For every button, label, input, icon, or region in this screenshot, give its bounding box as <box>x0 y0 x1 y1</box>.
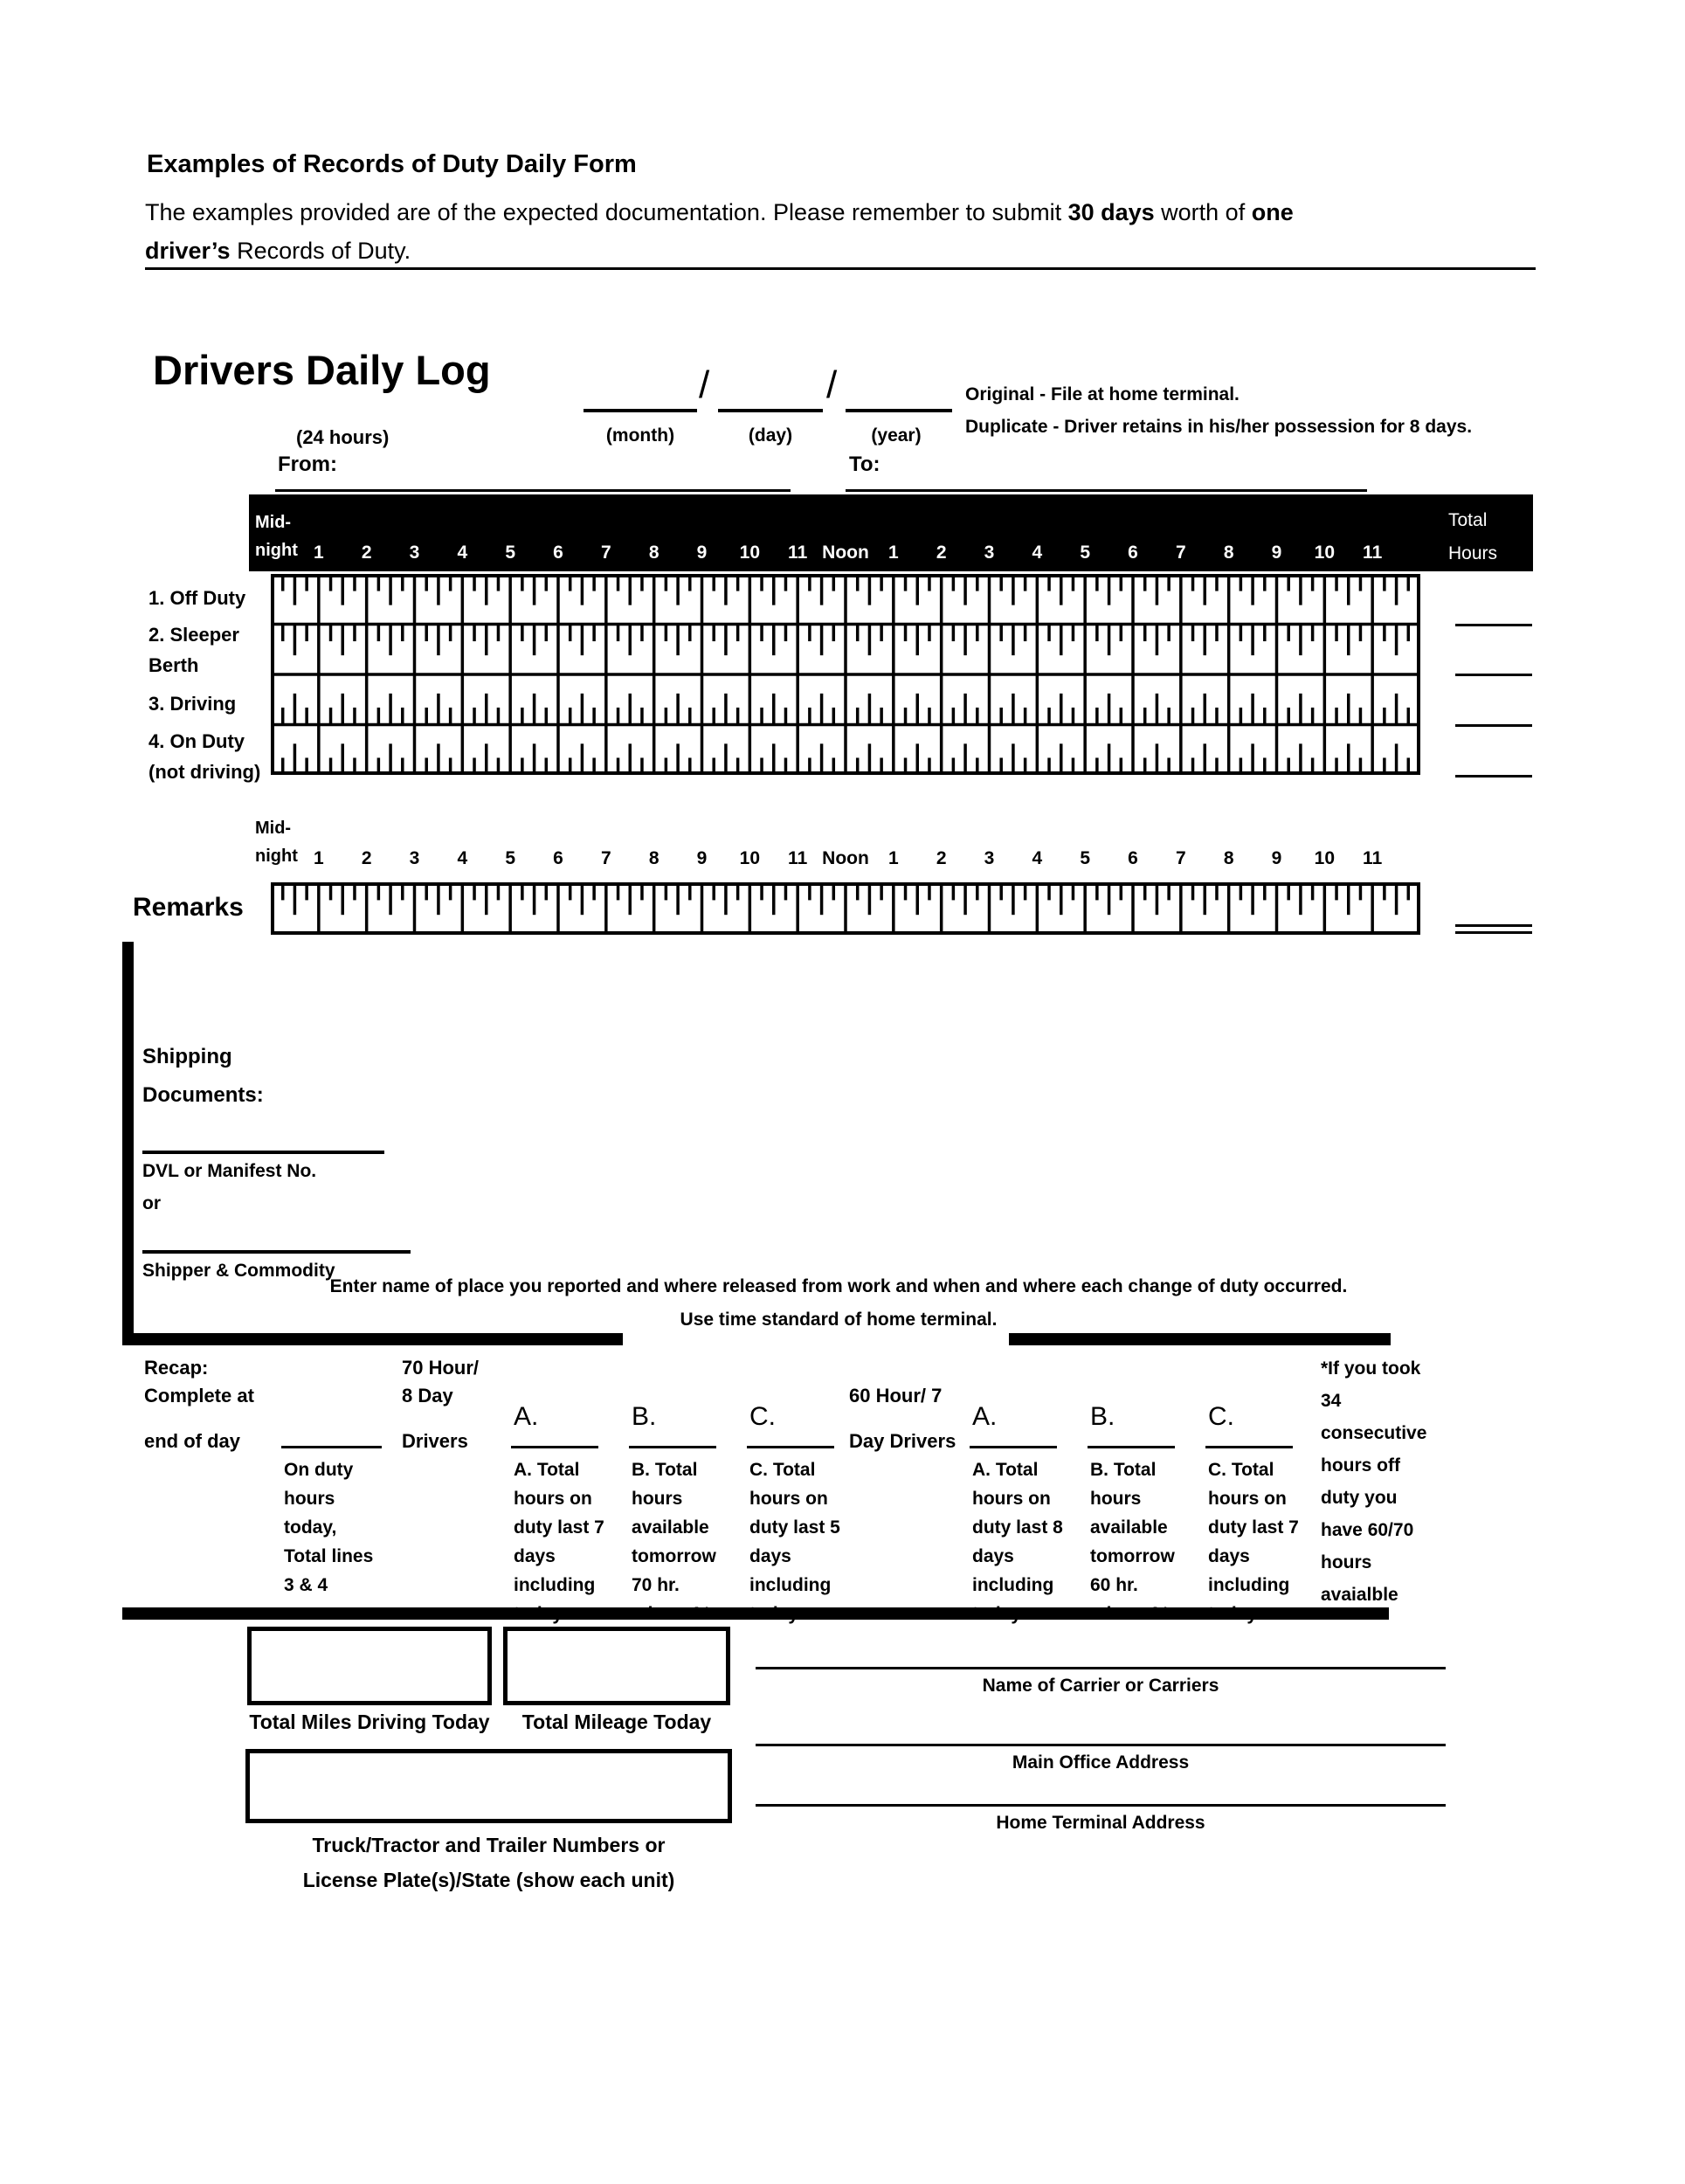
hour-label: 1 <box>313 848 324 868</box>
day-label: (day) <box>748 425 793 446</box>
page-title: Examples of Records of Duty Daily Form <box>147 150 637 178</box>
hour-label: 11 <box>788 543 808 563</box>
recap-60hr-col-b-description <box>1090 1455 1175 1628</box>
recap-60hr-col-a-text-line: hours on <box>972 1489 1051 1509</box>
hour-label: 5 <box>505 848 515 868</box>
year-label: (year) <box>871 425 922 446</box>
total-hours-label-bottom: Hours <box>1448 543 1498 563</box>
remarks-total-line-1[interactable] <box>1455 924 1532 927</box>
recap-70hr-col-b-text-line: tomorrow <box>632 1546 716 1566</box>
original-note: Original - File at home terminal. <box>965 384 1240 404</box>
recap-footnote-line: hours <box>1321 1552 1372 1572</box>
recap-60hr-col-a-blank[interactable] <box>970 1446 1057 1448</box>
remarks-midnight-bottom: night <box>255 847 298 866</box>
hour-label: 1 <box>887 848 899 868</box>
hour-label: 5 <box>505 543 515 563</box>
hour-label: 3 <box>984 848 995 868</box>
hour-label: 9 <box>696 848 708 868</box>
hour-label: 2 <box>361 543 372 563</box>
recap-70hr-col-c-description <box>749 1455 840 1628</box>
recap-top-bar-right <box>1009 1333 1391 1345</box>
midnight-label-bottom: night <box>255 541 298 560</box>
total-hours-blank-row3[interactable] <box>1455 724 1532 727</box>
hour-label: 10 <box>1314 848 1335 868</box>
recap-70hr-title-2: 8 Day <box>402 1385 453 1406</box>
intro-text: worth of <box>1154 199 1252 225</box>
total-hours-blank-row1[interactable] <box>1455 624 1532 626</box>
recap-on-duty-blank[interactable] <box>281 1446 382 1448</box>
row-label-sleeper-2: Berth <box>148 654 199 676</box>
hour-label: 9 <box>1271 848 1282 868</box>
recap-footnote-line: avaialble <box>1321 1585 1398 1605</box>
carrier-name-label: Name of Carrier or Carriers <box>982 1676 1219 1696</box>
recap-70hr-col-c-letter: C. <box>749 1402 776 1431</box>
hour-label: 7 <box>1175 848 1186 868</box>
recap-60hr-col-b-text-line: 60 hr. <box>1090 1575 1138 1595</box>
recap-60hr-col-a-text-line: A. Total <box>972 1460 1039 1480</box>
recap-70hr-col-b-description <box>632 1455 716 1628</box>
recap-footnote <box>1321 1352 1426 1611</box>
recap-70hr-col-a-text-line: A. Total <box>514 1460 580 1480</box>
recap-60hr-title-2: Day Drivers <box>849 1430 956 1452</box>
from-blank[interactable] <box>275 489 791 492</box>
hour-label: 8 <box>648 848 659 868</box>
recap-footnote-line: have 60/70 <box>1321 1520 1414 1540</box>
hour-label: 4 <box>457 848 468 868</box>
hour-label: Noon <box>822 543 869 563</box>
recap-60hr-col-b-blank[interactable] <box>1088 1446 1175 1448</box>
recap-70hr-col-c-text-line: C. Total <box>749 1460 816 1480</box>
main-office-label: Main Office Address <box>1012 1752 1190 1773</box>
intro-paragraph-line1 <box>145 199 1294 226</box>
shipping-title-1: Shipping <box>142 1045 232 1068</box>
recap-70hr-col-b-text-line: available <box>632 1517 709 1538</box>
hour-label: 2 <box>936 543 947 563</box>
hour-label: 6 <box>1128 543 1138 563</box>
date-day-blank[interactable] <box>718 409 823 412</box>
recap-60hr-col-c-text-line: days <box>1208 1546 1250 1566</box>
recap-intro-3: end of day <box>144 1430 241 1452</box>
duty-status-grid[interactable] <box>271 574 1420 775</box>
date-year-blank[interactable] <box>846 409 952 412</box>
to-blank[interactable] <box>846 489 1367 492</box>
recap-70hr-col-b-blank[interactable] <box>629 1446 716 1448</box>
recap-70hr-title-1: 70 Hour/ <box>402 1357 480 1379</box>
shipper-label: Shipper & Commodity <box>142 1261 335 1281</box>
remarks-label: Remarks <box>133 893 244 922</box>
hour-label: 9 <box>696 543 708 563</box>
bottom-divider-bar <box>122 1607 1389 1620</box>
duplicate-note: Duplicate - Driver retains in his/her possession for 8 days. <box>965 417 1473 437</box>
recap-70hr-col-b-letter: B. <box>632 1402 657 1431</box>
form-subtitle: (24 hours) <box>296 426 390 448</box>
hour-label: 8 <box>1223 543 1234 563</box>
main-office-blank[interactable] <box>756 1744 1446 1746</box>
hour-label: 4 <box>1032 543 1043 563</box>
recap-60hr-col-a-text-line: including <box>972 1575 1054 1595</box>
intro-text: The examples provided are of the expected documentation. Please remember to submit <box>145 199 1068 225</box>
shipper-blank[interactable] <box>142 1250 411 1254</box>
recap-footnote-line: duty you <box>1321 1488 1398 1508</box>
dvl-blank[interactable] <box>142 1151 384 1154</box>
hour-label: 6 <box>553 543 563 563</box>
midnight-label-top: Mid- <box>255 513 292 532</box>
carrier-name-blank[interactable] <box>756 1667 1446 1669</box>
recap-intro-2: Complete at <box>144 1385 254 1406</box>
hour-label: 2 <box>936 848 947 868</box>
instruction-1: Enter name of place you reported and where released from work and when and where each change of duty occurred. <box>329 1276 1348 1296</box>
remarks-hour-labels <box>271 847 1420 874</box>
recap-60hr-col-b-letter: B. <box>1090 1402 1115 1431</box>
hour-label: 10 <box>739 848 760 868</box>
total-miles-box[interactable] <box>247 1627 492 1705</box>
recap-70hr-title-3: Drivers <box>402 1430 468 1452</box>
instruction-2: Use time standard of home terminal. <box>680 1310 998 1330</box>
recap-60hr-col-c-blank[interactable] <box>1205 1446 1293 1448</box>
time-grid-svg <box>271 574 1420 775</box>
hour-label: 3 <box>984 543 995 563</box>
recap-70hr-col-a-text-line: duty last 7 <box>514 1517 604 1538</box>
intro-emphasis: driver’s <box>145 238 231 264</box>
hour-label: 6 <box>553 848 563 868</box>
or-label: or <box>142 1193 161 1213</box>
recap-60hr-col-b-text-line: hours <box>1090 1489 1142 1509</box>
time-grid-svg <box>271 882 1420 935</box>
recap-70hr-col-a-letter: A. <box>514 1402 539 1431</box>
recap-footnote-line: hours off <box>1321 1455 1400 1476</box>
recap-70hr-col-a-text-line: days <box>514 1546 556 1566</box>
recap-top-bar-left <box>122 1333 623 1345</box>
grid-hour-labels <box>271 542 1420 568</box>
recap-on-duty-text-line: hours <box>284 1489 335 1509</box>
recap-70hr-col-c-text-line: including <box>749 1575 832 1595</box>
total-mileage-box[interactable] <box>503 1627 730 1705</box>
shipping-left-rule <box>122 942 134 1345</box>
hour-label: 8 <box>648 543 659 563</box>
recap-60hr-col-b-text-line: B. Total <box>1090 1460 1157 1480</box>
remarks-total-line-2[interactable] <box>1455 931 1532 934</box>
recap-70hr-col-a-text-line: including <box>514 1575 596 1595</box>
date-separator-2: / <box>826 363 838 406</box>
recap-footnote-line: consecutive <box>1321 1423 1427 1443</box>
recap-70hr-col-b-text-line: B. Total <box>632 1460 698 1480</box>
recap-70hr-col-a-description <box>514 1455 604 1628</box>
hour-label: 10 <box>1314 543 1335 563</box>
hour-label: 2 <box>361 848 372 868</box>
hour-label: 1 <box>313 543 324 563</box>
recap-60hr-col-c-letter: C. <box>1208 1402 1234 1431</box>
recap-60hr-col-c-text-line: including <box>1208 1575 1290 1595</box>
recap-70hr-col-a-blank[interactable] <box>511 1446 598 1448</box>
hour-label: 11 <box>788 848 808 868</box>
hour-label: 4 <box>1032 848 1043 868</box>
row-label-off-duty: 1. Off Duty <box>148 587 246 609</box>
hour-label: 7 <box>1175 543 1186 563</box>
intro-emphasis: one <box>1251 199 1294 225</box>
recap-70hr-col-a-text-line: hours on <box>514 1489 592 1509</box>
hour-label: 6 <box>1128 848 1138 868</box>
truck-numbers-box[interactable] <box>245 1749 732 1823</box>
recap-on-duty-text-line: Total lines <box>284 1546 374 1566</box>
date-separator-1: / <box>699 363 710 406</box>
total-miles-label: Total Miles Driving Today <box>249 1711 490 1733</box>
form-title: Drivers Daily Log <box>153 347 491 393</box>
remarks-time-ruler[interactable] <box>271 882 1420 935</box>
recap-70hr-col-c-blank[interactable] <box>747 1446 834 1448</box>
recap-70hr-col-b-text-line: 70 hr. <box>632 1575 680 1595</box>
month-label: (month) <box>605 425 675 446</box>
row-label-sleeper-1: 2. Sleeper <box>148 624 239 646</box>
recap-on-duty-description <box>284 1455 373 1600</box>
recap-70hr-col-b-text-line: hours <box>632 1489 683 1509</box>
hour-label: 5 <box>1080 848 1090 868</box>
row-label-on-duty-1: 4. On Duty <box>148 730 245 752</box>
to-label: To: <box>849 453 880 476</box>
recap-60hr-col-a-description <box>972 1455 1063 1628</box>
hour-label: 5 <box>1080 543 1090 563</box>
intro-emphasis: 30 days <box>1067 199 1155 225</box>
recap-60hr-col-c-description <box>1208 1455 1299 1628</box>
recap-on-duty-text-line: On duty <box>284 1460 354 1480</box>
recap-70hr-col-c-text-line: days <box>749 1546 791 1566</box>
row-label-on-duty-2: (not driving) <box>148 761 261 783</box>
header-divider <box>145 267 1536 270</box>
recap-60hr-col-c-text-line: C. Total <box>1208 1460 1274 1480</box>
dvl-label: DVL or Manifest No. <box>142 1161 317 1181</box>
row-label-driving: 3. Driving <box>148 693 237 715</box>
recap-60hr-col-c-text-line: hours on <box>1208 1489 1287 1509</box>
recap-70hr-col-c-text-line: hours on <box>749 1489 828 1509</box>
home-terminal-label: Home Terminal Address <box>996 1813 1205 1833</box>
hour-label: 11 <box>1363 848 1383 868</box>
hour-label: 8 <box>1223 848 1234 868</box>
total-hours-blank-row4[interactable] <box>1455 775 1532 778</box>
recap-intro-1: Recap: <box>144 1357 209 1379</box>
recap-on-duty-text-line: 3 & 4 <box>284 1575 328 1595</box>
hour-label: Noon <box>822 848 869 868</box>
total-hours-label-top: Total <box>1448 510 1488 530</box>
recap-60hr-col-a-text-line: duty last 8 <box>972 1517 1063 1538</box>
recap-footnote-line: 34 <box>1321 1391 1342 1411</box>
recap-60hr-col-b-text-line: tomorrow <box>1090 1546 1175 1566</box>
recap-60hr-col-b-text-line: available <box>1090 1517 1168 1538</box>
recap-footnote-line: *If you took <box>1321 1358 1421 1379</box>
recap-70hr-col-c-text-line: duty last 5 <box>749 1517 840 1538</box>
truck-label-1: Truck/Tractor and Trailer Numbers or <box>312 1834 666 1856</box>
home-terminal-blank[interactable] <box>756 1804 1446 1807</box>
hour-label: 3 <box>409 543 420 563</box>
recap-60hr-title-1: 60 Hour/ 7 <box>849 1385 943 1406</box>
hour-label: 7 <box>600 848 611 868</box>
hour-label: 10 <box>739 543 760 563</box>
date-month-blank[interactable] <box>584 409 697 412</box>
from-label: From: <box>278 453 337 476</box>
recap-60hr-col-c-text-line: duty last 7 <box>1208 1517 1299 1538</box>
recap-on-duty-text-line: today, <box>284 1517 337 1538</box>
truck-label-2: License Plate(s)/State (show each unit) <box>302 1869 675 1891</box>
hour-label: 3 <box>409 848 420 868</box>
total-mileage-label: Total Mileage Today <box>521 1711 712 1733</box>
hour-label: 4 <box>457 543 468 563</box>
total-hours-blank-row2[interactable] <box>1455 674 1532 676</box>
hour-label: 1 <box>887 543 899 563</box>
recap-60hr-col-a-text-line: days <box>972 1546 1014 1566</box>
shipping-title-2: Documents: <box>142 1083 264 1107</box>
remarks-midnight-top: Mid- <box>255 819 292 838</box>
hour-label: 7 <box>600 543 611 563</box>
intro-text: Records of Duty. <box>230 238 411 264</box>
hour-label: 11 <box>1363 543 1383 563</box>
recap-60hr-col-a-letter: A. <box>972 1402 998 1431</box>
hour-label: 9 <box>1271 543 1282 563</box>
intro-paragraph-line2 <box>145 238 411 265</box>
